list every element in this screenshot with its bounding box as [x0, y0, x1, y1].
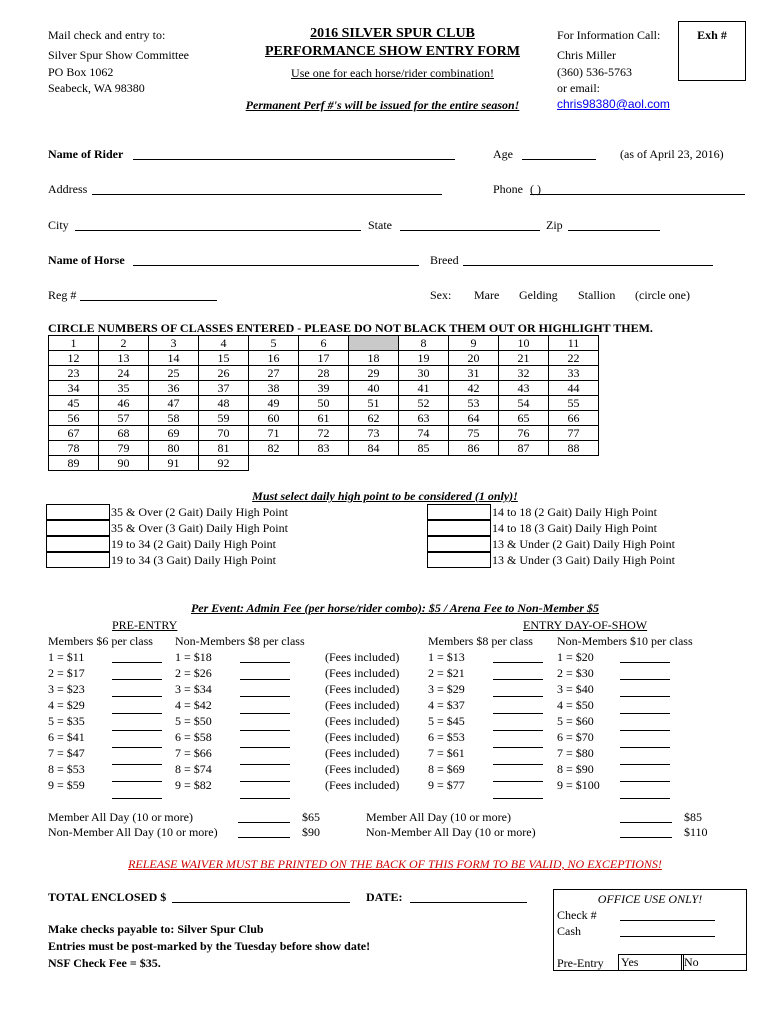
high-point-checkbox[interactable]: [427, 536, 491, 552]
class-number-cell[interactable]: 87: [499, 441, 549, 456]
fee-entry-blank[interactable]: [620, 752, 670, 765]
fee-price-item: 3 = $34: [175, 682, 212, 696]
info-label: For Information Call:: [557, 28, 661, 42]
class-number-cell[interactable]: 85: [399, 441, 449, 456]
fee-price-item: 3 = $40: [557, 682, 594, 696]
class-number-cell[interactable]: 43: [499, 381, 549, 396]
class-number-cell[interactable]: 82: [249, 441, 299, 456]
high-point-option: 13 & Under (3 Gait) Daily High Point: [492, 553, 675, 567]
class-number-cell[interactable]: 42: [449, 381, 499, 396]
class-number-cell[interactable]: 18: [349, 351, 399, 366]
pre-all-day-nonmember-price: $90: [302, 825, 320, 839]
age-note: (as of April 23, 2016): [620, 147, 724, 161]
fees-included-note: (Fees included): [325, 730, 400, 744]
class-number-cell[interactable]: 20: [449, 351, 499, 366]
class-cell-empty: [399, 456, 449, 471]
pre-entry-no-box[interactable]: No: [681, 954, 747, 971]
class-number-cell[interactable]: 2: [99, 336, 149, 351]
class-number-cell[interactable]: 69: [149, 426, 199, 441]
fee-price-item: 1 = $20: [557, 650, 594, 664]
class-number-cell[interactable]: 55: [549, 396, 599, 411]
fee-price-item: 9 = $100: [557, 778, 600, 792]
class-number-cell[interactable]: 39: [299, 381, 349, 396]
contact-name: Chris Miller: [557, 48, 616, 62]
fee-entry-blank[interactable]: [620, 735, 670, 748]
class-number-cell[interactable]: 62: [349, 411, 399, 426]
fee-price-item: 4 = $29: [48, 698, 85, 712]
pre-members-prices: [48, 650, 85, 794]
class-number-cell[interactable]: 76: [499, 426, 549, 441]
fee-price-item: 6 = $58: [175, 730, 212, 744]
or-email-label: or email:: [557, 81, 600, 95]
high-point-option: 19 to 34 (2 Gait) Daily High Point: [111, 537, 276, 551]
day-all-day-nonmember-price: $110: [684, 825, 708, 839]
rider-name-field[interactable]: [133, 147, 455, 160]
class-number-cell[interactable]: 9: [449, 336, 499, 351]
release-waiver-notice: RELEASE WAIVER MUST BE PRINTED ON THE BACK OF THIS FORM TO BE VALID, NO EXCEPTIONS!: [128, 857, 662, 871]
class-number-cell[interactable]: 92: [199, 456, 249, 471]
fees-included-note: (Fees included): [325, 682, 400, 696]
class-number-cell[interactable]: 67: [49, 426, 99, 441]
high-point-heading: Must select daily high point to be considered (1 only)!: [252, 489, 518, 503]
class-number-cell[interactable]: 71: [249, 426, 299, 441]
fees-included-column: [325, 650, 399, 794]
one-per-combo-note: Use one for each horse/rider combination!: [291, 66, 494, 80]
fee-entry-blank[interactable]: [112, 786, 162, 799]
high-point-checkbox[interactable]: [46, 536, 110, 552]
sex-label: Sex:: [430, 288, 452, 302]
class-number-cell[interactable]: 19: [399, 351, 449, 366]
fee-price-item: 8 = $69: [428, 762, 465, 776]
class-number-cell[interactable]: 34: [49, 381, 99, 396]
form-subtitle-title: PERFORMANCE SHOW ENTRY FORM: [264, 44, 520, 59]
fee-price-item: 7 = $80: [557, 746, 594, 760]
class-number-cell[interactable]: 90: [99, 456, 149, 471]
class-row: [49, 351, 599, 366]
pre-all-day-member: Member All Day (10 or more): [48, 810, 193, 824]
breed-field[interactable]: [463, 253, 713, 266]
pre-entry-yes-box[interactable]: Yes: [618, 954, 684, 971]
fee-price-item: 5 = $60: [557, 714, 594, 728]
fee-entry-blank[interactable]: [240, 667, 290, 680]
fee-entry-blank[interactable]: [240, 752, 290, 765]
fee-price-item: 5 = $50: [175, 714, 212, 728]
zip-field[interactable]: [568, 218, 660, 231]
pre-members-blanks: [112, 650, 162, 803]
address-field[interactable]: [92, 182, 442, 195]
class-number-cell[interactable]: 29: [349, 366, 399, 381]
contact-phone: (360) 536-5763: [557, 65, 632, 79]
class-number-cell[interactable]: 65: [499, 411, 549, 426]
fee-price-item: 6 = $53: [428, 730, 465, 744]
class-number-cell[interactable]: 24: [99, 366, 149, 381]
class-number-cell[interactable]: 64: [449, 411, 499, 426]
day-nonmembers-heading: Non-Members $10 per class: [557, 634, 693, 648]
class-cell-empty: [249, 456, 299, 471]
total-enclosed-field[interactable]: [172, 890, 350, 903]
exh-label: Exh #: [697, 28, 727, 42]
fee-entry-blank[interactable]: [240, 718, 290, 731]
class-number-cell[interactable]: 81: [199, 441, 249, 456]
fees-included-note: (Fees included): [325, 746, 400, 760]
fee-price-item: 2 = $21: [428, 666, 465, 680]
day-all-day-member-blank[interactable]: [620, 810, 672, 823]
class-number-cell[interactable]: 21: [499, 351, 549, 366]
fee-entry-blank[interactable]: [240, 701, 290, 714]
class-number-cell[interactable]: 27: [249, 366, 299, 381]
class-number-cell[interactable]: 53: [449, 396, 499, 411]
class-number-cell[interactable]: 35: [99, 381, 149, 396]
fee-entry-blank[interactable]: [240, 735, 290, 748]
class-number-cell[interactable]: 10: [499, 336, 549, 351]
class-row: [49, 426, 599, 441]
mail-line: Seabeck, WA 98380: [48, 81, 145, 95]
class-number-cell[interactable]: 79: [99, 441, 149, 456]
class-number-cell[interactable]: 23: [49, 366, 99, 381]
class-number-cell[interactable]: 47: [149, 396, 199, 411]
class-number-cell[interactable]: 45: [49, 396, 99, 411]
fee-entry-blank[interactable]: [493, 650, 543, 663]
class-number-cell[interactable]: 40: [349, 381, 399, 396]
fees-included-note: (Fees included): [325, 666, 400, 680]
class-number-cell[interactable]: 1: [49, 336, 99, 351]
class-number-cell[interactable]: 33: [549, 366, 599, 381]
circle-one-note: (circle one): [635, 288, 690, 302]
class-number-cell[interactable]: 50: [299, 396, 349, 411]
class-number-cell[interactable]: 3: [149, 336, 199, 351]
fee-price-item: 5 = $45: [428, 714, 465, 728]
fee-price-item: 9 = $77: [428, 778, 465, 792]
fee-entry-blank[interactable]: [112, 718, 162, 731]
fee-price-item: 3 = $29: [428, 682, 465, 696]
class-row: [49, 381, 599, 396]
class-number-cell[interactable]: 88: [549, 441, 599, 456]
class-row: [49, 366, 599, 381]
pre-entry-label: Pre-Entry: [557, 956, 604, 970]
class-number-cell[interactable]: 25: [149, 366, 199, 381]
day-nonmembers-prices: [557, 650, 600, 794]
fees-included-note: (Fees included): [325, 650, 400, 664]
high-point-checkbox[interactable]: [427, 552, 491, 568]
phone-field[interactable]: [530, 182, 745, 195]
class-row: [49, 396, 599, 411]
class-number-cell[interactable]: 63: [399, 411, 449, 426]
fee-entry-blank[interactable]: [620, 769, 670, 782]
class-number-grid: [48, 335, 599, 471]
fees-included-note: (Fees included): [325, 698, 400, 712]
classes-heading: CIRCLE NUMBERS OF CLASSES ENTERED - PLEASE DO NOT BLACK THEM OUT OR HIGHLIGHT THEM.: [48, 321, 653, 335]
class-number-cell[interactable]: 52: [399, 396, 449, 411]
address-label: Address: [48, 182, 88, 196]
class-number-cell[interactable]: 80: [149, 441, 199, 456]
high-point-checkbox[interactable]: [46, 552, 110, 568]
fee-price-item: 4 = $50: [557, 698, 594, 712]
fee-price-item: 9 = $82: [175, 778, 212, 792]
office-use-box: [553, 889, 747, 971]
fee-entry-blank[interactable]: [240, 684, 290, 697]
day-all-day-nonmember: Non-Member All Day (10 or more): [366, 825, 536, 839]
class-number-cell[interactable]: 74: [399, 426, 449, 441]
day-members-blanks: [493, 650, 543, 803]
mail-label: Mail check and entry to:: [48, 28, 166, 42]
class-number-cell[interactable]: 41: [399, 381, 449, 396]
class-number-cell[interactable]: 59: [199, 411, 249, 426]
fee-entry-blank[interactable]: [112, 701, 162, 714]
class-row: [49, 441, 599, 456]
class-number-cell[interactable]: 11: [549, 336, 599, 351]
class-number-cell[interactable]: 5: [249, 336, 299, 351]
class-number-cell[interactable]: 75: [449, 426, 499, 441]
high-point-checkbox[interactable]: [427, 520, 491, 536]
pre-entry-heading: PRE-ENTRY: [112, 618, 178, 632]
fees-included-note: (Fees included): [325, 762, 400, 776]
fee-price-item: 3 = $23: [48, 682, 85, 696]
pre-members-heading: Members $6 per class: [48, 634, 153, 648]
zip-label: Zip: [546, 218, 563, 232]
sex-option-stallion[interactable]: Stallion: [578, 288, 616, 302]
class-number-cell[interactable]: 22: [549, 351, 599, 366]
class-number-cell[interactable]: 86: [449, 441, 499, 456]
fee-entry-blank[interactable]: [493, 752, 543, 765]
class-number-cell[interactable]: 61: [299, 411, 349, 426]
date-field[interactable]: [410, 890, 527, 903]
pre-all-day-nonmember-blank[interactable]: [238, 825, 290, 838]
fee-price-item: 8 = $53: [48, 762, 85, 776]
fee-price-item: 6 = $70: [557, 730, 594, 744]
class-cell-empty: [349, 456, 399, 471]
class-number-cell[interactable]: 84: [349, 441, 399, 456]
fee-entry-blank[interactable]: [493, 769, 543, 782]
office-use-title: OFFICE USE ONLY!: [597, 892, 703, 906]
class-number-cell[interactable]: 28: [299, 366, 349, 381]
high-point-checkbox[interactable]: [46, 504, 110, 520]
postmark-note: Entries must be post-marked by the Tuesday before show date!: [48, 939, 371, 953]
fee-entry-blank[interactable]: [112, 752, 162, 765]
fee-entry-blank[interactable]: [493, 718, 543, 731]
rider-label: Name of Rider: [48, 147, 124, 161]
check-number-field[interactable]: [620, 908, 715, 921]
day-all-day-nonmember-blank[interactable]: [620, 825, 672, 838]
reg-field[interactable]: [80, 288, 217, 301]
day-members-prices: [428, 650, 465, 794]
pre-all-day-nonmember: Non-Member All Day (10 or more): [48, 825, 218, 839]
city-label: City: [48, 218, 69, 232]
fee-entry-blank[interactable]: [493, 701, 543, 714]
class-number-cell[interactable]: 13: [99, 351, 149, 366]
fee-price-item: 5 = $35: [48, 714, 85, 728]
checks-payable-note: Make checks payable to: Silver Spur Club: [48, 922, 264, 936]
state-field[interactable]: [400, 218, 540, 231]
day-nonmembers-blanks: [620, 650, 670, 803]
class-number-cell[interactable]: 12: [49, 351, 99, 366]
age-label: Age: [493, 147, 513, 161]
cash-field[interactable]: [620, 924, 715, 937]
pre-nonmembers-blanks: [240, 650, 290, 803]
high-point-option: 14 to 18 (3 Gait) Daily High Point: [492, 521, 657, 535]
high-point-option: 13 & Under (2 Gait) Daily High Point: [492, 537, 675, 551]
reg-label: Reg #: [48, 288, 77, 302]
high-point-checkbox[interactable]: [427, 504, 491, 520]
pre-all-day-member-blank[interactable]: [238, 810, 290, 823]
fee-price-item: 8 = $90: [557, 762, 594, 776]
class-number-cell[interactable]: 38: [249, 381, 299, 396]
fee-entry-blank[interactable]: [620, 667, 670, 680]
cash-label: Cash: [557, 924, 581, 938]
fee-entry-blank[interactable]: [493, 667, 543, 680]
total-enclosed-label: TOTAL ENCLOSED $: [48, 890, 167, 904]
fees-included-note: (Fees included): [325, 778, 400, 792]
fee-entry-blank[interactable]: [240, 786, 290, 799]
class-number-cell[interactable]: 46: [99, 396, 149, 411]
fee-price-item: 2 = $17: [48, 666, 85, 680]
phone-label: Phone: [493, 182, 523, 196]
class-number-cell[interactable]: 17: [299, 351, 349, 366]
fee-entry-blank[interactable]: [620, 718, 670, 731]
class-cell-blocked: [349, 336, 399, 351]
class-number-cell[interactable]: 58: [149, 411, 199, 426]
class-number-cell[interactable]: 54: [499, 396, 549, 411]
nsf-fee-note: NSF Check Fee = $35.: [48, 956, 161, 970]
fee-entry-blank[interactable]: [112, 735, 162, 748]
fee-entry-blank[interactable]: [112, 667, 162, 680]
fee-entry-blank[interactable]: [112, 650, 162, 663]
fee-price-item: 1 = $18: [175, 650, 212, 664]
check-number-label: Check #: [557, 908, 597, 922]
day-members-heading: Members $8 per class: [428, 634, 533, 648]
fees-included-note: (Fees included): [325, 714, 400, 728]
form-title: 2016 SILVER SPUR CLUB: [310, 26, 475, 41]
age-field[interactable]: [522, 147, 596, 160]
class-row: [49, 336, 599, 351]
mail-line: PO Box 1062: [48, 65, 114, 79]
fee-price-item: 6 = $41: [48, 730, 85, 744]
class-number-cell[interactable]: 56: [49, 411, 99, 426]
class-number-cell[interactable]: 8: [399, 336, 449, 351]
mail-line: Silver Spur Show Committee: [48, 48, 189, 62]
class-number-cell[interactable]: 48: [199, 396, 249, 411]
fee-entry-blank[interactable]: [112, 684, 162, 697]
fee-entry-blank[interactable]: [620, 786, 670, 799]
fee-price-item: 1 = $13: [428, 650, 465, 664]
class-number-cell[interactable]: 89: [49, 456, 99, 471]
class-number-cell[interactable]: 73: [349, 426, 399, 441]
class-number-cell[interactable]: 6: [299, 336, 349, 351]
fee-entry-blank[interactable]: [240, 769, 290, 782]
fee-price-item: 2 = $30: [557, 666, 594, 680]
high-point-checkbox[interactable]: [46, 520, 110, 536]
class-number-cell[interactable]: 51: [349, 396, 399, 411]
high-point-option: 14 to 18 (2 Gait) Daily High Point: [492, 505, 657, 519]
class-number-cell[interactable]: 60: [249, 411, 299, 426]
class-number-cell[interactable]: 15: [199, 351, 249, 366]
class-number-cell[interactable]: 16: [249, 351, 299, 366]
class-number-cell[interactable]: 83: [299, 441, 349, 456]
day-of-show-heading: ENTRY DAY-OF-SHOW: [523, 618, 648, 632]
phone-area-code: ( ): [530, 182, 541, 196]
class-number-cell[interactable]: 91: [149, 456, 199, 471]
state-label: State: [368, 218, 392, 232]
horse-label: Name of Horse: [48, 253, 125, 267]
day-all-day-member-price: $85: [684, 810, 702, 824]
fee-price-item: 8 = $74: [175, 762, 212, 776]
fee-entry-blank[interactable]: [620, 650, 670, 663]
class-number-cell[interactable]: 78: [49, 441, 99, 456]
fee-price-item: 7 = $61: [428, 746, 465, 760]
fee-price-item: 4 = $42: [175, 698, 212, 712]
class-number-cell[interactable]: 68: [99, 426, 149, 441]
high-point-option: 19 to 34 (3 Gait) Daily High Point: [111, 553, 276, 567]
per-event-fee-heading: Per Event: Admin Fee (per horse/rider combo): $5 / Arena Fee to Non-Member $5: [190, 601, 600, 615]
fee-price-item: 4 = $37: [428, 698, 465, 712]
contact-email-link[interactable]: chris98380@aol.com: [557, 97, 670, 111]
class-number-cell[interactable]: 70: [199, 426, 249, 441]
class-number-cell[interactable]: 14: [149, 351, 199, 366]
sex-option-gelding[interactable]: Gelding: [519, 288, 558, 302]
fee-entry-blank[interactable]: [620, 684, 670, 697]
class-number-cell[interactable]: 72: [299, 426, 349, 441]
fee-price-item: 1 = $11: [48, 650, 85, 664]
fee-entry-blank[interactable]: [112, 769, 162, 782]
class-cell-empty: [549, 456, 599, 471]
class-row: [49, 456, 599, 471]
fee-entry-blank[interactable]: [240, 650, 290, 663]
pre-nonmembers-heading: Non-Members $8 per class: [175, 634, 305, 648]
pre-nonmembers-prices: [175, 650, 212, 794]
horse-name-field[interactable]: [133, 253, 419, 266]
fee-price-item: 9 = $59: [48, 778, 85, 792]
class-cell-empty: [299, 456, 349, 471]
class-number-cell[interactable]: 36: [149, 381, 199, 396]
class-number-cell[interactable]: 77: [549, 426, 599, 441]
class-row: [49, 411, 599, 426]
exhibitor-number-box[interactable]: [678, 21, 746, 81]
class-number-cell[interactable]: 30: [399, 366, 449, 381]
fee-entry-blank[interactable]: [493, 684, 543, 697]
fee-price-item: 7 = $66: [175, 746, 212, 760]
city-field[interactable]: [75, 218, 361, 231]
class-number-cell[interactable]: 66: [549, 411, 599, 426]
permanent-number-notice: Permanent Perf #'s will be issued for the entire season!: [245, 98, 520, 112]
day-all-day-member: Member All Day (10 or more): [366, 810, 511, 824]
class-number-cell[interactable]: 37: [199, 381, 249, 396]
class-number-cell[interactable]: 57: [99, 411, 149, 426]
class-cell-empty: [449, 456, 499, 471]
fee-price-item: 7 = $47: [48, 746, 85, 760]
high-point-option: 35 & Over (3 Gait) Daily High Point: [111, 521, 288, 535]
class-number-cell[interactable]: 44: [549, 381, 599, 396]
class-number-cell[interactable]: 49: [249, 396, 299, 411]
high-point-option: 35 & Over (2 Gait) Daily High Point: [111, 505, 288, 519]
pre-all-day-member-price: $65: [302, 810, 320, 824]
sex-option-mare[interactable]: Mare: [474, 288, 500, 302]
class-number-cell[interactable]: 31: [449, 366, 499, 381]
class-cell-empty: [499, 456, 549, 471]
fee-entry-blank[interactable]: [620, 701, 670, 714]
breed-label: Breed: [430, 253, 459, 267]
date-label: DATE:: [366, 890, 403, 904]
fee-entry-blank[interactable]: [493, 735, 543, 748]
class-number-cell[interactable]: 32: [499, 366, 549, 381]
fee-entry-blank[interactable]: [493, 786, 543, 799]
fee-price-item: 2 = $26: [175, 666, 212, 680]
class-number-cell[interactable]: 26: [199, 366, 249, 381]
class-number-cell[interactable]: 4: [199, 336, 249, 351]
